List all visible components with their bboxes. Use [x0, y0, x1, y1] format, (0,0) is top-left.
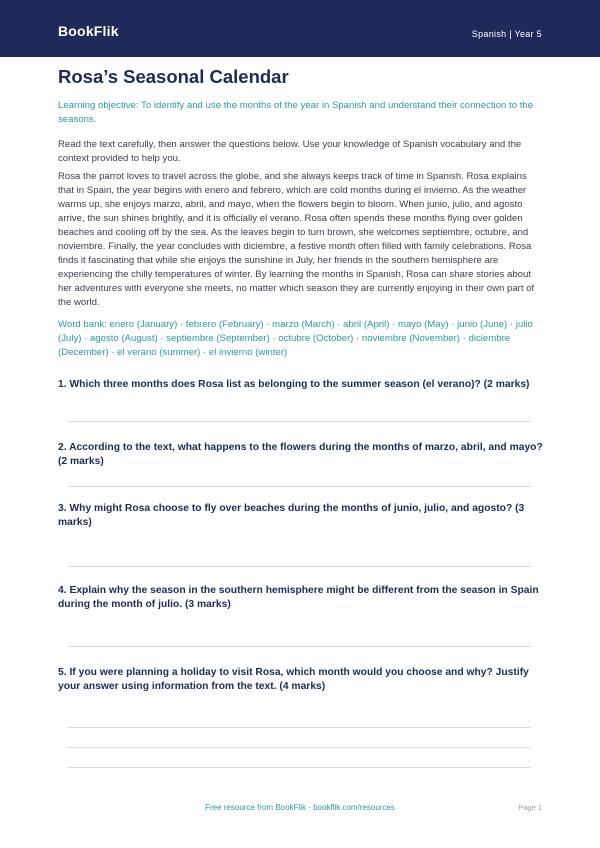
- footer-credit: Free resource from BookFlik · bookflik.com/resources: [205, 803, 395, 812]
- question-5: 5. If you were planning a holiday to visit Rosa, which month would you choose and why? Justify your answer using information from the text. (4 marks): [58, 667, 529, 692]
- answer-line[interactable]: [68, 486, 531, 487]
- answer-line[interactable]: [68, 646, 531, 647]
- instructions: Read the text carefully, then answer the questions below. Use your knowledge of Spanish vocabulary and the context provided to help you.: [58, 139, 522, 164]
- page-number: Page 1: [518, 803, 542, 812]
- question-2: 2. According to the text, what happens to the flowers during the months of marzo, abril, and mayo? (2 marks): [58, 442, 543, 467]
- answer-line[interactable]: [68, 747, 531, 748]
- subject-year-label: Spanish | Year 5: [471, 29, 542, 39]
- question-3: 3. Why might Rosa choose to fly over beaches during the months of junio, julio, and agosto? (3 marks): [58, 503, 525, 528]
- question-4: 4. Explain why the season in the southern hemisphere might be different from the season in Spain during the month of julio. (3 marks): [58, 585, 539, 610]
- question-1: 1. Which three months does Rosa list as belonging to the summer season (el verano)? (2 marks): [58, 379, 530, 390]
- answer-line[interactable]: [68, 421, 531, 422]
- answer-line[interactable]: [68, 566, 531, 567]
- learning-objective: Learning objective: To identify and use the months of the year in Spanish and understand their connection to the seasons.: [58, 100, 534, 125]
- header-bar: [0, 0, 600, 57]
- reading-passage: Rosa the parrot loves to travel across the globe, and she always keeps track of time in Spanish. Rosa explains that in Spain, the year begins with enero and febrero, which are cold months during el invierno. As the weather warms up, she enjoys marzo, abril, and mayo, when the flowers begin to bloom. When junio, julio, and agosto arrive, the sun shines brightly, and it is officially el verano. Rosa often spends these months flying over golden beaches and cooling off by the sea. As the leaves begin to turn brown, she welcomes septiembre, octubre, and noviembre. Finally, the year concludes with diciembre, a festive month often filled with family celebrations. Rosa finds it fascinating that while she enjoys the sunshine in July, her friends in the southern hemisphere are experiencing the chilly temperatures of winter. By learning the months in Spanish, Rosa can share stories about her adventures with everyone she meets, no matter which season they are currently enjoying in their own part of the world.: [58, 171, 535, 308]
- answer-line[interactable]: [68, 727, 531, 728]
- page-title: Rosa’s Seasonal Calendar: [58, 66, 289, 87]
- answer-line[interactable]: [68, 767, 531, 768]
- brand-logo: BookFlik: [58, 23, 119, 39]
- word-bank: Word bank: enero (January) · febrero (February) · marzo (March) · abril (April) · mayo (May) · junio (June) · julio (July) · agosto (August) · septiembre (September) · octubre (October) · noviembre (November) · diciembre (December) · el verano (summer) · el invierno (winter): [58, 319, 533, 358]
